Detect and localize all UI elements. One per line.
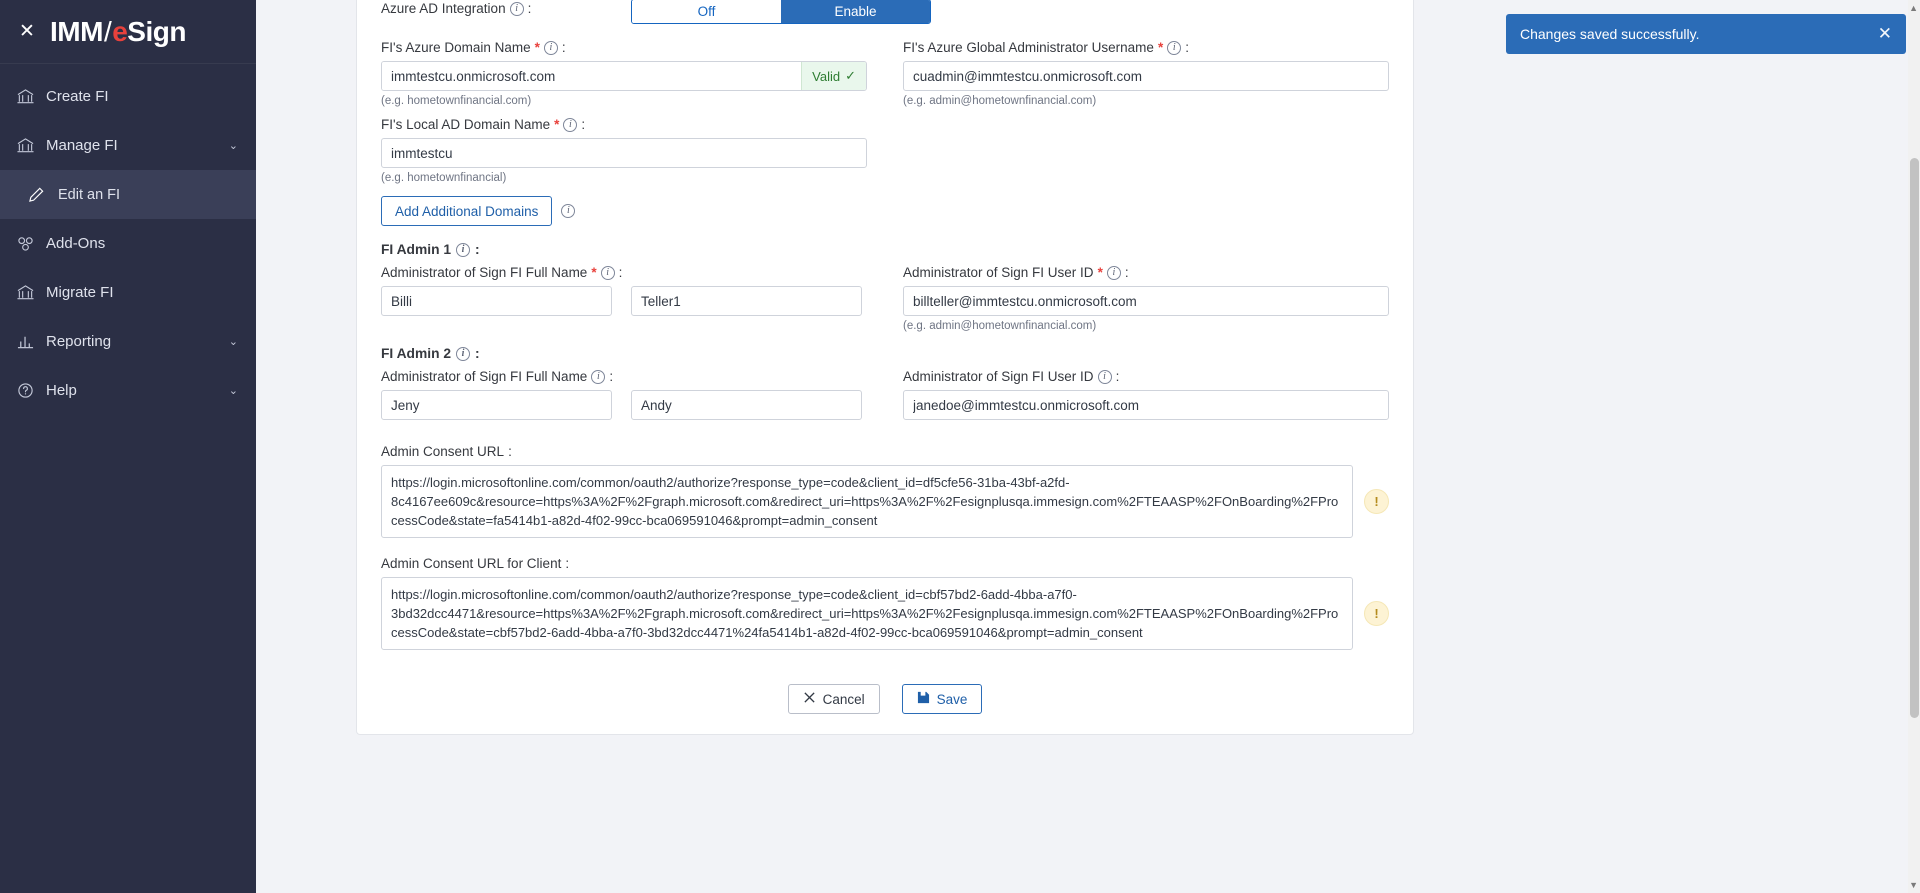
- required-marker: *: [534, 40, 540, 55]
- azure-domain-hint: (e.g. hometownfinancial.com): [381, 95, 532, 107]
- fi-admin-2-heading-row: [381, 346, 1389, 361]
- fi-admin-1-row: [381, 265, 1389, 332]
- fi-admin-1-last-name-input[interactable]: [631, 286, 862, 316]
- info-icon[interactable]: i: [1167, 41, 1181, 55]
- fi-admin-1-heading-row: [381, 242, 1389, 257]
- local-ad-domain-label-line: [381, 117, 867, 132]
- admin-consent-url-client-textarea[interactable]: [381, 577, 1353, 650]
- check-icon: ✓: [845, 68, 856, 83]
- sidebar-item-label: Help: [46, 382, 77, 399]
- admin-consent-url-row: [381, 465, 1389, 538]
- local-ad-domain-label: FI's Local AD Domain Name: [381, 117, 551, 132]
- sidebar-item-label: Edit an FI: [58, 186, 121, 203]
- admin-consent-url-group: [381, 444, 1389, 538]
- info-icon[interactable]: i: [591, 370, 605, 384]
- required-marker: *: [554, 117, 560, 132]
- info-icon[interactable]: i: [601, 266, 615, 280]
- admin-consent-url-label: Admin Consent URL: [381, 444, 505, 459]
- fi-admin-2-name-inputs: [381, 390, 867, 420]
- page-scrollbar[interactable]: [1908, 0, 1920, 893]
- edit-fi-form-card: [356, 0, 1414, 735]
- chevron-down-icon: ⌄: [228, 140, 238, 152]
- close-icon: [803, 691, 816, 707]
- save-disk-icon: [917, 691, 930, 707]
- azure-admin-username-label-line: [903, 40, 1389, 55]
- azure-domain-input-wrap: [381, 61, 867, 91]
- fi-admin-1-name-group: [381, 265, 885, 332]
- fi-admin-1-userid-label: Administrator of Sign FI User ID: [903, 265, 1094, 280]
- fi-admin-2-heading: FI Admin 2: [381, 346, 452, 361]
- puzzle-icon: [16, 233, 46, 255]
- toast-notification: [1506, 14, 1906, 54]
- required-marker: *: [1097, 265, 1103, 280]
- fi-admin-1-userid-hint: (e.g. admin@hometownfinancial.com): [903, 320, 1097, 332]
- azure-domain-label-line: [381, 40, 867, 55]
- local-ad-spacer: [885, 117, 1389, 184]
- scroll-down-icon[interactable]: ▼: [1909, 880, 1918, 890]
- fi-admin-1-fullname-label: Administrator of Sign FI Full Name: [381, 265, 588, 280]
- local-ad-domain-input[interactable]: [381, 138, 867, 168]
- colon: :: [475, 242, 480, 257]
- bank-icon: [16, 282, 46, 304]
- azure-integration-row: [381, 0, 1389, 24]
- admin-consent-url-client-group: [381, 556, 1389, 650]
- colon: :: [508, 444, 512, 459]
- sidebar-item-label: Add-Ons: [46, 235, 106, 252]
- fi-admin-2-userid-label-line: [903, 369, 1389, 384]
- logo-e: e: [112, 15, 128, 47]
- add-domains-row: [381, 196, 1389, 226]
- azure-admin-username-field: [885, 40, 1389, 107]
- info-icon[interactable]: i: [456, 243, 470, 257]
- required-marker: *: [591, 265, 597, 280]
- sidebar-nav: [0, 64, 256, 415]
- azure-domain-field: [381, 40, 885, 107]
- toast-message: Changes saved successfully.: [1520, 26, 1700, 42]
- colon: :: [475, 346, 480, 361]
- pencil-icon: [28, 184, 58, 206]
- toggle-option-enable[interactable]: Enable: [781, 0, 930, 23]
- bank-icon: [16, 86, 46, 108]
- validation-badge: [801, 62, 866, 90]
- azure-integration-label: Azure AD Integration: [381, 1, 506, 16]
- admin-consent-url-textarea[interactable]: [381, 465, 1353, 538]
- info-icon[interactable]: i: [510, 2, 524, 16]
- azure-integration-toggle[interactable]: [631, 0, 931, 24]
- sidebar-item-reporting[interactable]: [0, 317, 256, 366]
- scroll-up-icon[interactable]: ▲: [1909, 3, 1918, 13]
- admin-consent-url-client-label: Admin Consent URL for Client: [381, 556, 562, 571]
- fi-admin-2-fullname-label-line: [381, 369, 867, 384]
- logo-slash: /: [103, 15, 112, 47]
- admin-consent-url-client-row: [381, 577, 1389, 650]
- info-icon[interactable]: i: [544, 41, 558, 55]
- sidebar-item-help[interactable]: [0, 366, 256, 415]
- fi-admin-2-last-name-input[interactable]: [631, 390, 862, 420]
- fi-admin-2-userid-group: [885, 369, 1389, 420]
- form-actions: [381, 684, 1389, 714]
- save-button-label: Save: [936, 691, 968, 707]
- fi-admin-2-row: [381, 369, 1389, 420]
- local-ad-row: [381, 117, 1389, 184]
- domain-admin-row: [381, 40, 1389, 107]
- colon: :: [1185, 40, 1189, 55]
- sidebar-item-manage-fi[interactable]: [0, 121, 256, 170]
- azure-domain-input[interactable]: [382, 62, 801, 90]
- sidebar-item-edit-an-fi[interactable]: [0, 170, 256, 219]
- app-logo: [50, 16, 186, 48]
- fi-admin-1-heading: FI Admin 1: [381, 242, 452, 257]
- fi-admin-1-name-inputs: [381, 286, 867, 316]
- info-icon[interactable]: i: [456, 347, 470, 361]
- colon: :: [1115, 369, 1120, 384]
- admin-consent-url-label-line: [381, 444, 1389, 459]
- info-icon[interactable]: i: [1107, 266, 1121, 280]
- sidebar-header: [0, 0, 256, 64]
- fi-admin-2-userid-label: Administrator of Sign FI User ID: [903, 369, 1094, 384]
- warning-icon[interactable]: !: [1364, 489, 1389, 514]
- question-icon: [16, 380, 46, 402]
- required-marker: *: [1157, 40, 1164, 55]
- cancel-button-label: Cancel: [822, 691, 865, 707]
- sidebar-item-label: Create FI: [46, 88, 109, 105]
- fi-admin-2-userid-input[interactable]: [903, 390, 1389, 420]
- cancel-button[interactable]: [788, 684, 880, 714]
- fi-admin-2-name-group: [381, 369, 885, 420]
- info-icon[interactable]: i: [563, 118, 577, 132]
- toggle-option-off[interactable]: Off: [632, 0, 781, 23]
- fi-admin-1-userid-label-line: [903, 265, 1389, 280]
- colon: :: [527, 1, 532, 16]
- close-icon[interactable]: ✕: [1877, 24, 1892, 43]
- fi-admin-1-fullname-label-line: [381, 265, 867, 280]
- sidebar-item-add-ons[interactable]: [0, 219, 256, 268]
- azure-admin-username-input[interactable]: [903, 61, 1389, 91]
- bank-icon: [16, 135, 46, 157]
- local-ad-domain-field: [381, 117, 885, 184]
- colon: :: [581, 117, 586, 132]
- save-button[interactable]: [902, 684, 983, 714]
- chart-icon: [16, 331, 46, 353]
- close-icon[interactable]: ✕: [19, 21, 35, 42]
- sidebar-item-label: Reporting: [46, 333, 112, 350]
- chevron-down-icon: ⌄: [228, 336, 238, 348]
- logo-imm: IMM: [50, 15, 103, 47]
- info-icon[interactable]: i: [561, 204, 575, 218]
- sidebar: [0, 0, 256, 893]
- admin-consent-url-client-label-line: [381, 556, 1389, 571]
- colon: :: [561, 40, 566, 55]
- azure-domain-label: FI's Azure Domain Name: [381, 40, 531, 55]
- logo-sign: Sign: [127, 15, 186, 47]
- info-icon[interactable]: i: [1098, 370, 1112, 384]
- colon: :: [609, 369, 614, 384]
- colon: :: [565, 556, 570, 571]
- colon: :: [618, 265, 623, 280]
- validation-text: Valid: [812, 68, 841, 84]
- sidebar-item-label: Manage FI: [46, 137, 118, 154]
- scrollbar-thumb[interactable]: [1910, 158, 1919, 718]
- warning-icon[interactable]: !: [1364, 601, 1389, 626]
- fi-admin-1-userid-input[interactable]: [903, 286, 1389, 316]
- colon: :: [1124, 265, 1129, 280]
- add-additional-domains-button[interactable]: Add Additional Domains: [381, 196, 552, 226]
- sidebar-item-label: Migrate FI: [46, 284, 114, 301]
- sidebar-item-migrate-fi[interactable]: [0, 268, 256, 317]
- fi-admin-1-userid-group: [885, 265, 1389, 332]
- fi-admin-2-first-name-input[interactable]: [381, 390, 612, 420]
- azure-admin-username-label: FI's Azure Global Administrator Username: [903, 40, 1154, 55]
- azure-integration-label-line: [381, 1, 631, 16]
- chevron-down-icon: ⌄: [228, 385, 238, 397]
- sidebar-item-create-fi[interactable]: [0, 72, 256, 121]
- main-content: [256, 0, 1920, 893]
- local-ad-domain-hint: (e.g. hometownfinancial): [381, 172, 507, 184]
- fi-admin-2-fullname-label: Administrator of Sign FI Full Name: [381, 369, 588, 384]
- fi-admin-1-first-name-input[interactable]: [381, 286, 612, 316]
- azure-admin-username-hint: (e.g. admin@hometownfinancial.com): [903, 95, 1097, 107]
